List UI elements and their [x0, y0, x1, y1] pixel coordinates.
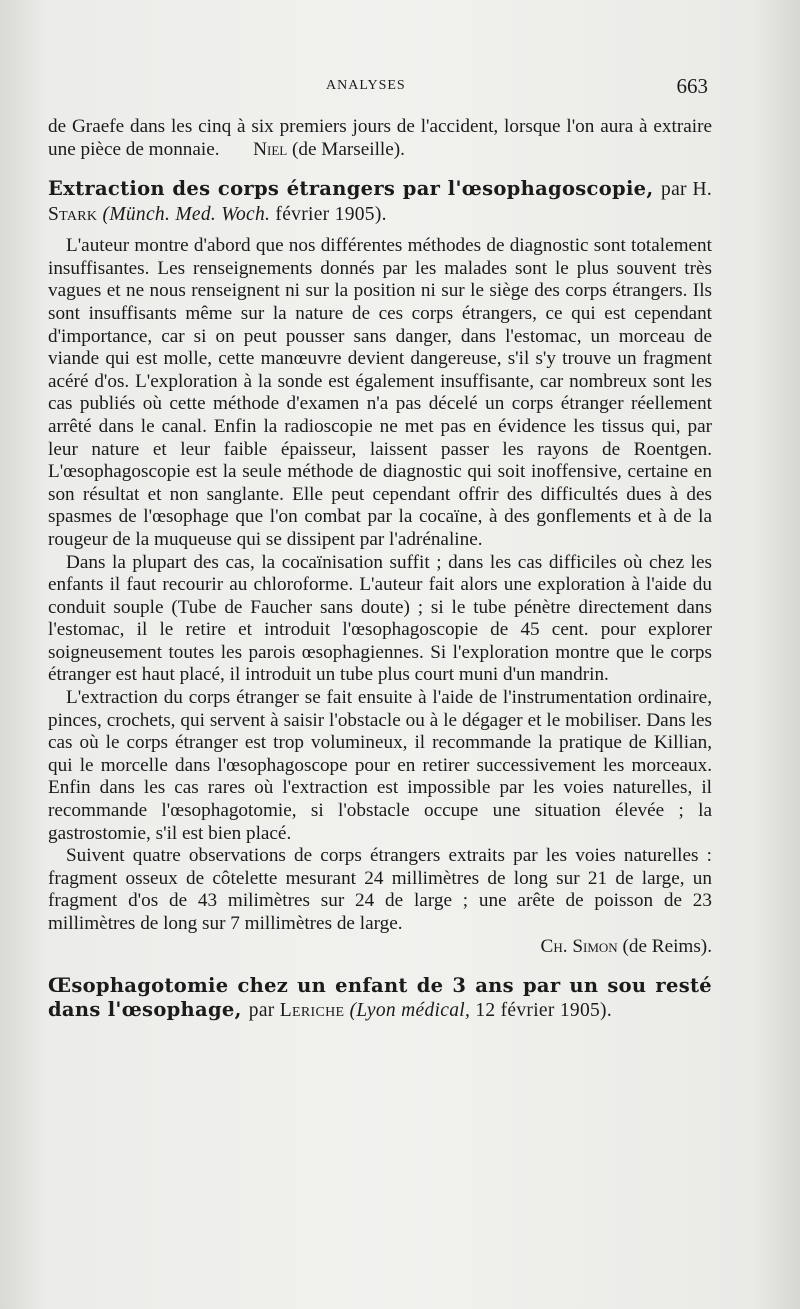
article-1-signature — [48, 936, 712, 959]
article-2-journal: (Lyon médical, — [349, 1000, 471, 1022]
article-2-byline: par Leriche (Lyon médical, 12 février 1905). — [248, 1000, 613, 1022]
article-1-title-text: Extraction des corps étrangers par l'œsophagoscopie, — [48, 177, 654, 201]
page-number: 663 — [676, 74, 708, 98]
signature-origin: (de Reims). — [622, 935, 712, 957]
preceding-text: de Graefe dans les cinq à six premiers jours de l'accident, lorsque l'on aura à extraire une pièce de monnaie. — [48, 116, 712, 160]
signature-author: Ch. Simon — [540, 935, 618, 957]
running-head: ANALYSES — [326, 78, 406, 93]
preceding-author: Niel — [253, 138, 288, 160]
article-1-journal: (Münch. Med. Woch. — [102, 204, 271, 226]
article-2-date: 12 février 1905). — [475, 1000, 613, 1022]
paragraph: L'auteur montre d'abord que nos différentes méthodes de diagnostic sont totalement insuffisantes. Les renseignements donnés par les malades sont le plus souvent très vagues et ne nous renseignent ni sur la position ni sur le siège des corps étrangers. Ils sont insuffisants même sur la nature de ces corps étrangers, ce qui est cependant d'importance, car si on peut pousser sans danger, dans l'estomac, un morceau de viande qui est molle, cette manœuvre devient dangereuse, s'il s'y trouve un fragment acéré d'os. L'exploration à la sonde est également insuffisante, car nombreux sont les cas publiés où cette méthode d'examen n'a pas décelé un corps étranger réellement arrêté dans le canal. Enfin la radioscopie ne met pas en évidence les tissus qui, par leur nature et leur faible épaisseur, laissent passer les rayons de Roentgen. L'œsophagoscopie est la seule méthode de diagnostic qui soit inoffensive, certaine en son résultat et non sanglante. Elle peut cependant offrir des difficultés dues à des spasmes de l'œsophage que l'on combat par la cocaïne, à des gonflements et à de la rougeur de la muqueuse qui se dissipent par l'adrénaline. — [48, 235, 712, 550]
article-2-title-text: Œsophagotomie chez un enfant de 3 ans par un sou resté dans l'œsophage, — [48, 974, 712, 1022]
article-title-2 — [48, 974, 712, 1023]
preceding-review-end — [48, 116, 712, 161]
article-2-author: Leriche — [279, 1000, 345, 1022]
paragraph: Dans la plupart des cas, la cocaïnisation suffit ; dans les cas difficiles où chez les enfants il faut recourir au chloroforme. L'auteur fait alors une exploration à l'aide du conduit souple (Tube de Faucher sans doute) ; si le tube pénètre directement dans l'estomac, il le retire et introduit l'œsophagoscopie de 45 cent. pour explorer soigneusement toutes les parois œsophagiennes. Si l'exploration montre que le corps étranger est haut placé, il introduit un tube plus court muni d'un mandrin. — [48, 551, 712, 686]
article-1-date: février 1905). — [275, 204, 387, 226]
paragraph: L'extraction du corps étranger se fait ensuite à l'aide de l'instrumentation ordinaire, pinces, crochets, qui servent à saisir l'obstacle ou à le dégager et le mobiliser. Dans les cas où le corps étranger est trop volumineux, il recommande la pratique de Killian, qui le morcelle dans l'œsophagoscope pour en retirer successivement les morceaux. Enfin dans les cas rares où l'extraction est impossible par les voies naturelles, il recommande l'œsophagotomie, si l'obstacle occupe une situation élevée ; la gastrostomie, s'il est bien placé. — [48, 687, 712, 844]
article-1-byline: par H. Stark (Münch. Med. Woch. février 1905). — [48, 179, 713, 226]
article-1-body — [48, 235, 712, 958]
preceding-origin: (de Marseille). — [292, 138, 405, 160]
page-body — [48, 116, 712, 1023]
page-header — [0, 74, 800, 98]
article-title-1 — [48, 177, 712, 227]
article-1-author: Stark — [48, 204, 98, 226]
paragraph: Suivent quatre observations de corps étrangers extraits par les voies naturelles : fragment osseux de côtelette mesurant 24 millimètres de long sur 21 de large, un fragment d'os de 43 milimètres sur 24 de large ; une arête de poisson de 23 millimètres de long sur 7 millimètres de large. — [48, 845, 712, 934]
